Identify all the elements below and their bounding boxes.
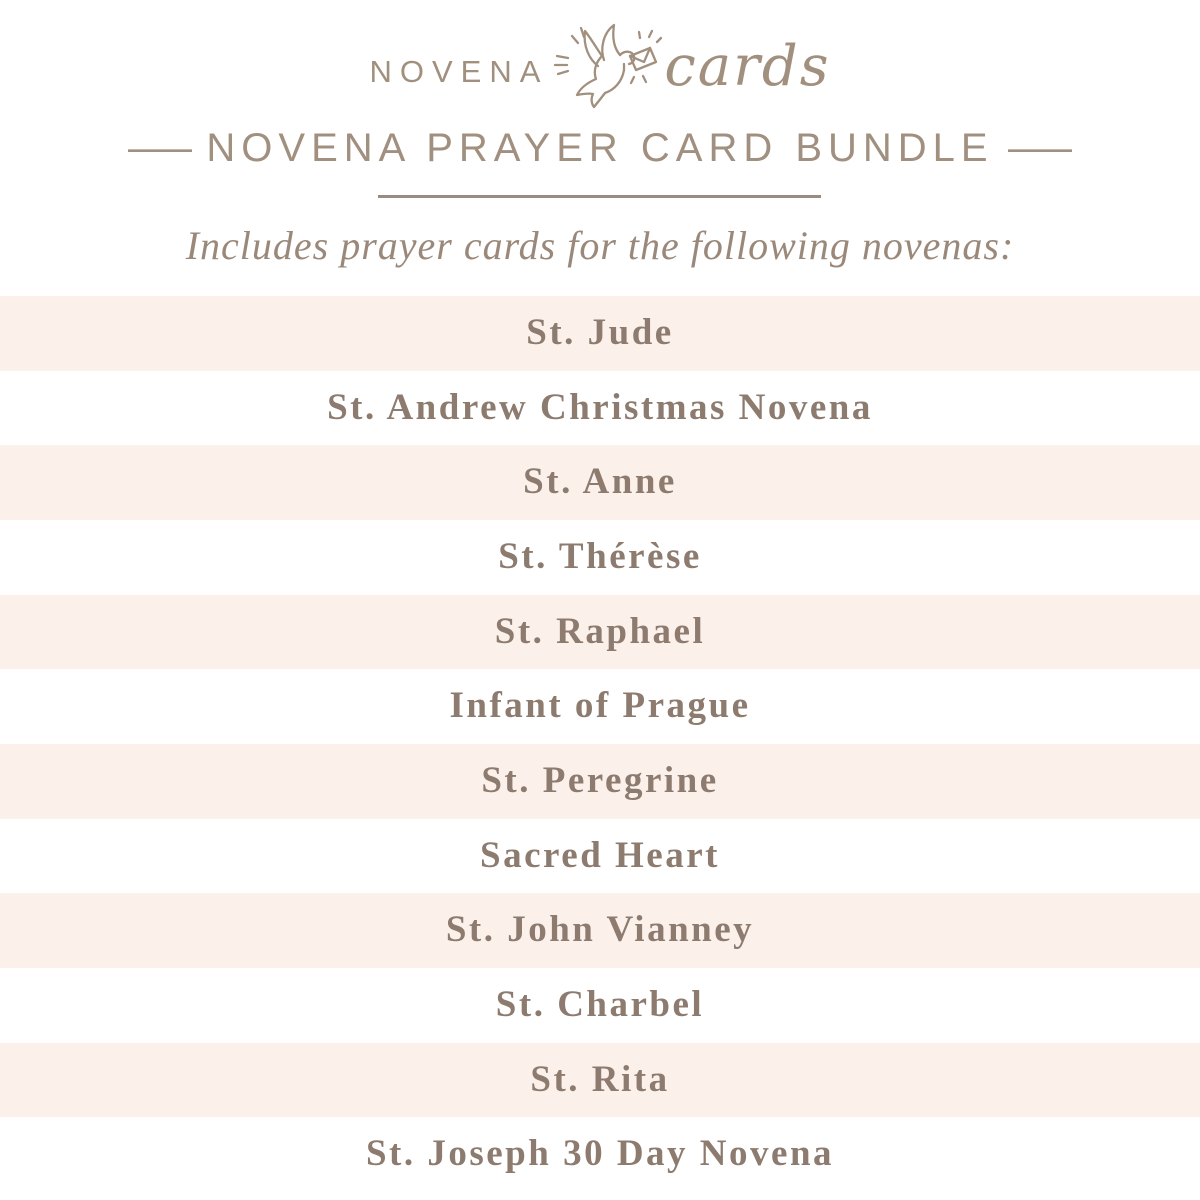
subtitle: Includes prayer cards for the following novenas: <box>185 223 1015 268</box>
list-item: St. Joseph 30 Day Novena <box>0 1117 1200 1192</box>
novena-list <box>0 296 1200 1192</box>
title-text: NOVENA PRAYER CARD BUNDLE <box>206 126 994 170</box>
dove-envelope-icon <box>550 20 662 116</box>
list-item: Sacred Heart <box>0 819 1200 894</box>
list-item: St. Anne <box>0 445 1200 520</box>
brand-script: cards <box>664 33 831 99</box>
list-item: St. Thérèse <box>0 520 1200 595</box>
list-item: St. Charbel <box>0 968 1200 1043</box>
list-item: St. Raphael <box>0 595 1200 670</box>
list-item: St. John Vianney <box>0 893 1200 968</box>
list-item: St. Jude <box>0 296 1200 371</box>
divider-line <box>378 195 821 198</box>
list-item: St. Rita <box>0 1043 1200 1118</box>
page-title <box>0 126 1200 171</box>
list-item: Infant of Prague <box>0 669 1200 744</box>
title-dash-left: — <box>128 126 193 170</box>
brand-name: NOVENA <box>369 54 549 89</box>
list-item: St. Peregrine <box>0 744 1200 819</box>
brand-logo <box>0 18 1200 118</box>
title-dash-right: — <box>1007 126 1072 170</box>
list-item: St. Andrew Christmas Novena <box>0 371 1200 446</box>
